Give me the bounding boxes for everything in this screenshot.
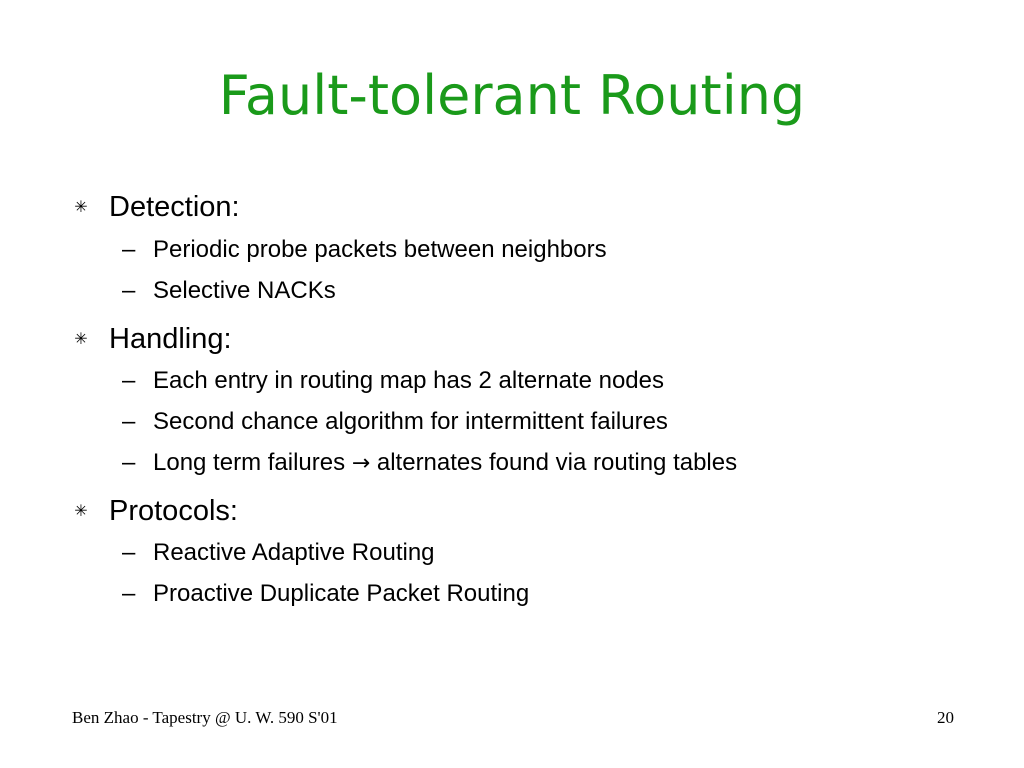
slide-title: Fault-tolerant Routing [218,64,806,127]
page-number: 20 [937,708,954,727]
asterisk-bullet-icon: ✳ [74,329,88,348]
asterisk-bullet-icon: ✳ [74,197,88,216]
sub-bullet-text: Proactive Duplicate Packet Routing [153,580,530,607]
sub-bullet-text: Selective NACKs [153,277,336,304]
bullet-heading: Protocols: [109,495,238,527]
dash-bullet-icon: – [122,580,136,607]
dash-bullet-icon: – [122,449,136,476]
sub-bullet-text: Periodic probe packets between neighbors [153,236,607,263]
footer-text: Ben Zhao - Tapestry @ U. W. 590 S'01 [72,708,338,727]
dash-bullet-icon: – [122,408,136,435]
dash-bullet-icon: – [122,236,136,263]
asterisk-bullet-icon: ✳ [74,501,88,520]
sub-bullet-text: Each entry in routing map has 2 alternate nodes [153,367,664,394]
sub-bullet-text-after: alternates found via routing tables [370,449,738,476]
sub-bullet-text: Second chance algorithm for intermittent failures [153,408,668,435]
bullet-heading: Handling: [109,323,232,355]
right-arrow-icon: → [351,451,371,476]
sub-bullet-text: Reactive Adaptive Routing [153,539,435,566]
sub-bullet-text-before: Long term failures [153,449,352,476]
dash-bullet-icon: – [122,367,136,394]
dash-bullet-icon: – [122,277,136,304]
bullet-heading: Detection: [109,191,240,223]
dash-bullet-icon: – [122,539,136,566]
sub-bullet-text [153,447,737,480]
